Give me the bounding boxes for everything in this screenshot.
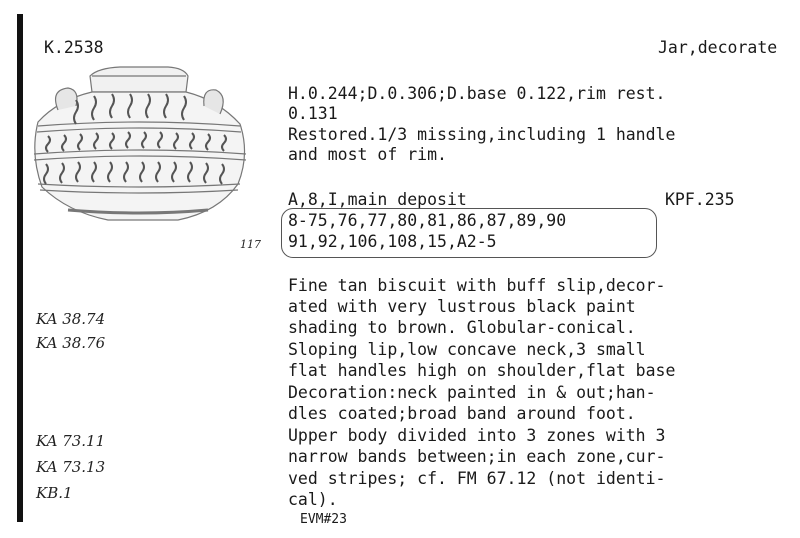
description-line: ated with very lustrous black paint: [288, 297, 636, 316]
findspot: A,8,I,main deposit: [288, 190, 467, 209]
description-line: cal).: [288, 490, 338, 509]
handwritten-ref: KB.1: [36, 484, 73, 502]
margin-note: 117: [240, 238, 261, 251]
description-line: narrow bands between;in each zone,cur-: [288, 447, 666, 466]
handwritten-ref: KA 38.74: [36, 310, 106, 328]
description-line: EVM#23: [300, 512, 347, 527]
description-line: shading to brown. Globular-conical.: [288, 318, 636, 337]
handwritten-ref: KA 73.11: [36, 432, 106, 450]
kpf-reference: KPF.235: [665, 190, 735, 209]
dimensions-line-1: H.0.244;D.0.306;D.base 0.122,rim rest.: [288, 84, 666, 103]
condition-line-1: Restored.1/3 missing,including 1 handle: [288, 125, 676, 144]
description-line: Sloping lip,low concave neck,3 small: [288, 340, 646, 359]
description-line: Fine tan biscuit with buff slip,decor-: [288, 276, 666, 295]
description-line: ved stripes; cf. FM 67.12 (not identi-: [288, 469, 666, 488]
dimensions-line-2: 0.131: [288, 104, 338, 123]
handwritten-ref: KA 73.13: [36, 458, 106, 476]
sherds-line-2: 91,92,106,108,15,A2-5: [288, 232, 497, 251]
card-left-edge: [17, 14, 23, 522]
condition-line-2: and most of rim.: [288, 145, 447, 164]
handwritten-ref: KA 38.76: [36, 334, 106, 352]
description-line: Upper body divided into 3 zones with 3: [288, 426, 666, 445]
sherds-line-1: 8-75,76,77,80,81,86,87,89,90: [288, 211, 567, 230]
description-line: Decoration:neck painted in & out;han-: [288, 383, 656, 402]
description-line: dles coated;broad band around foot.: [288, 404, 636, 423]
object-type: Jar,decorate: [658, 38, 778, 57]
catalog-number: K.2538: [44, 38, 104, 57]
description-line: flat handles high on shoulder,flat base: [288, 361, 676, 380]
jar-sketch: [28, 62, 258, 237]
